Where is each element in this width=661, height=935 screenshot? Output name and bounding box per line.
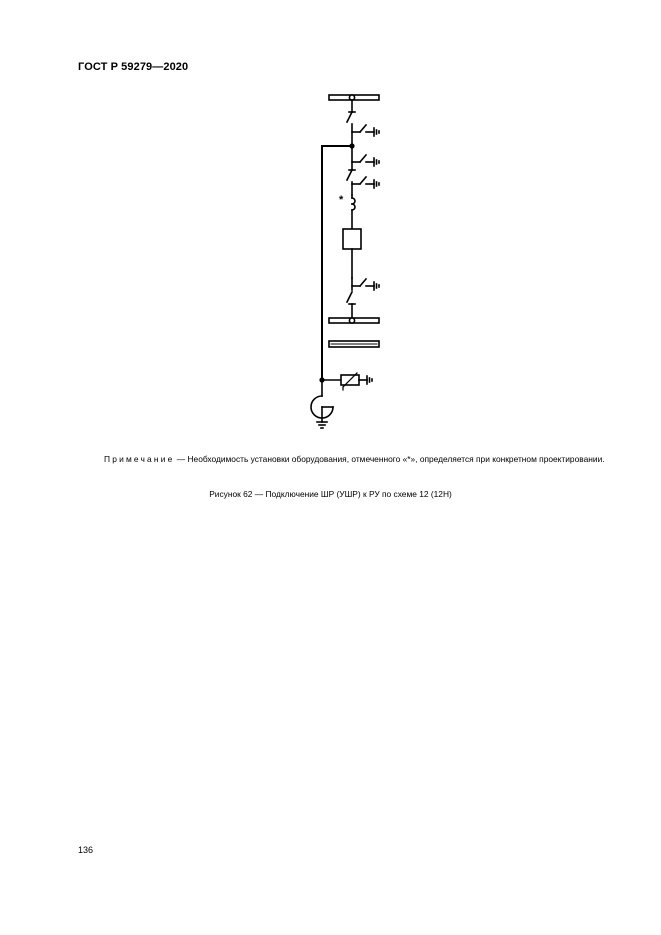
note-text: — Необходимость установки оборудования, отмеченного «*», определяется при конкретном проектировании. xyxy=(174,454,605,464)
lower-busbar-node xyxy=(349,318,354,323)
disconnector-1 xyxy=(347,112,352,122)
reactor xyxy=(343,229,361,249)
asterisk-mark: * xyxy=(339,194,344,206)
earthing-switch-4 xyxy=(352,279,379,290)
circuit-breaker xyxy=(347,170,352,180)
figure-caption: Рисунок 62 — Подключение ШР (УШР) к РУ по схеме 12 (12Н) xyxy=(209,489,452,499)
page-number: 136 xyxy=(78,845,94,855)
grounding-coil xyxy=(311,396,333,428)
current-transformer xyxy=(352,195,355,229)
surge-arrester xyxy=(341,373,372,390)
note xyxy=(78,453,613,466)
document-header: ГОСТ Р 59279—2020 xyxy=(78,61,189,73)
connection-diagram xyxy=(0,0,661,440)
disconnector-2 xyxy=(347,292,352,302)
note-label: Примечание xyxy=(104,454,175,464)
earthing-switch-3 xyxy=(352,177,379,188)
earthing-switch-2 xyxy=(352,155,379,166)
earthing-switch-1 xyxy=(352,125,379,136)
